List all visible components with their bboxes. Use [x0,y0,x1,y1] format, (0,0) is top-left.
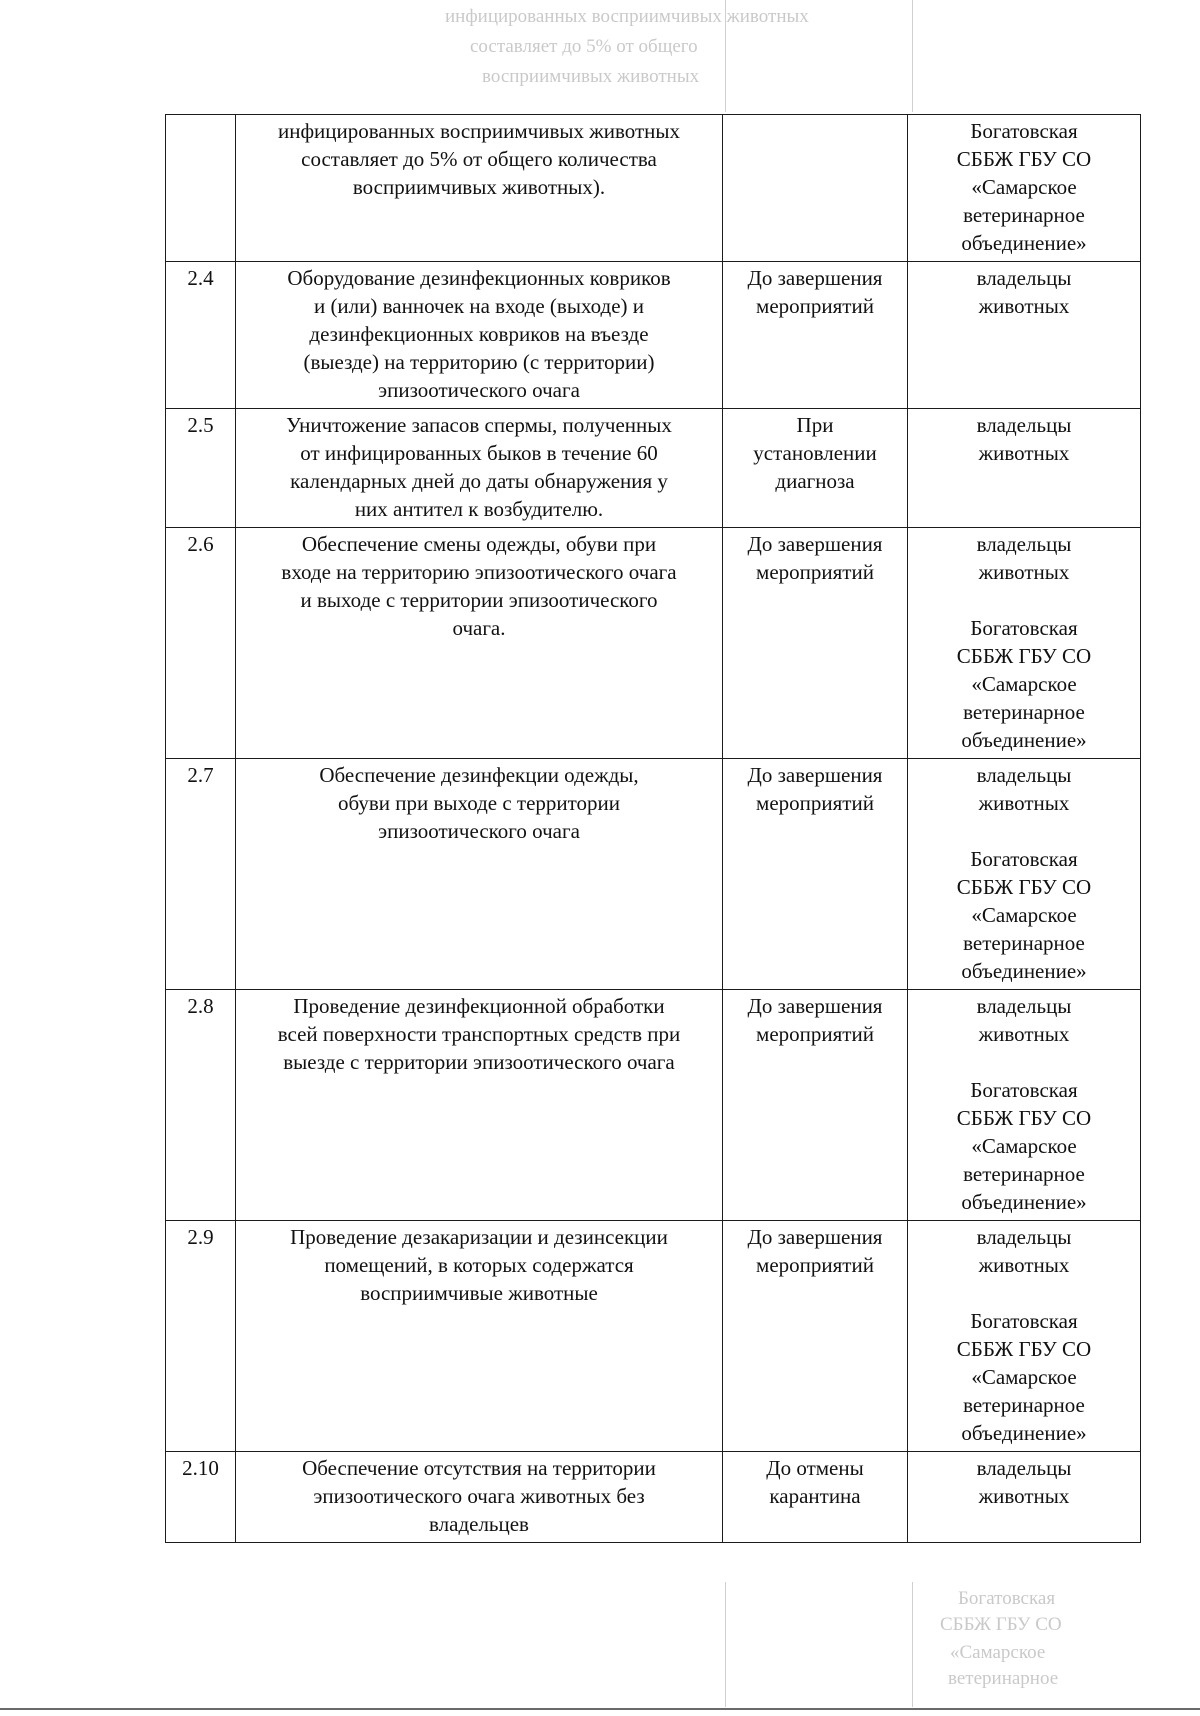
responsible-line: владельцы [976,266,1072,290]
responsible-line: «Самарское [971,1365,1077,1389]
bleed-text: инфицированных восприимчивых животных [445,6,809,27]
measure-line: Проведение дезинфекционной обработки [293,994,665,1018]
responsible-line: животных [978,1022,1070,1046]
deadline-cell [723,115,908,262]
responsible-line: животных [978,791,1070,815]
bleed-line [725,1582,726,1707]
measure-line: и выходе с территории эпизоотического [300,588,658,612]
deadline-line: До завершения [747,1225,883,1249]
bleed-text: составляет до 5% от общего [470,36,698,57]
responsible-line: «Самарское [971,672,1077,696]
measure-cell [236,528,723,759]
bleed-text: СББЖ ГБУ СО [940,1614,1062,1635]
table-row [166,759,1141,990]
responsible-line: животных [978,441,1070,465]
responsible-line: «Самарское [971,175,1077,199]
measure-cell [236,1221,723,1452]
responsible-line: владельцы [976,994,1072,1018]
measure-line: выезде с территории эпизоотического очага [283,1050,675,1074]
spacer [916,1048,1132,1076]
responsible-line: СББЖ ГБУ СО [956,875,1092,899]
deadline-cell [723,409,908,528]
measure-line: эпизоотического очага [378,378,580,402]
responsible-cell [908,759,1141,990]
responsible-cell [908,409,1141,528]
responsible-line: Богатовская [970,847,1078,871]
deadline-cell [723,262,908,409]
responsible-line: СББЖ ГБУ СО [956,147,1092,171]
deadline-line: установлении [753,441,877,465]
deadline-cell [723,1452,908,1543]
responsible-line: Богатовская [970,1078,1078,1102]
responsible-line: ветеринарное [963,1393,1085,1417]
responsible-line: ветеринарное [963,700,1085,724]
measures-table [165,114,1141,1543]
measure-line: дезинфекционных ковриков на въезде [309,322,649,346]
responsible-cell [908,528,1141,759]
table-row [166,1452,1141,1543]
responsible-line: объединение» [961,231,1087,255]
measure-line: них антител к возбудителю. [354,497,604,521]
table-row [166,409,1141,528]
deadline-line: До завершения [747,266,883,290]
responsible-line: СББЖ ГБУ СО [956,1337,1092,1361]
measure-line: входе на территорию эпизоотического очага [281,560,677,584]
deadline-line: До завершения [747,532,883,556]
measure-cell [236,1452,723,1543]
measure-line: Проведение дезакаризации и дезинсекции [290,1225,668,1249]
measure-line: помещений, в которых содержатся [324,1253,634,1277]
deadline-cell [723,990,908,1221]
deadline-line: мероприятий [756,560,874,584]
responsible-line: «Самарское [971,903,1077,927]
responsible-cell [908,990,1141,1221]
measure-cell [236,115,723,262]
responsible-line: животных [978,560,1070,584]
row-number: 2.7 [166,759,236,990]
measure-line: восприимчивых животных). [352,175,606,199]
deadline-line: карантина [769,1484,861,1508]
bleed-text: восприимчивых животных [482,66,700,87]
measure-line: от инфицированных быков в течение 60 [300,441,658,465]
responsible-line: объединение» [961,728,1087,752]
responsible-line: объединение» [961,959,1087,983]
responsible-line: ветеринарное [963,203,1085,227]
measure-line: (выезде) на территорию (с территории) [303,350,655,374]
responsible-line: владельцы [976,1456,1072,1480]
responsible-cell [908,262,1141,409]
measure-cell [236,990,723,1221]
deadline-line: мероприятий [756,791,874,815]
bleed-text: Богатовская [958,1588,1056,1609]
measure-line: владельцев [429,1512,529,1536]
measure-line: Обеспечение смены одежды, обуви при [301,532,657,556]
responsible-line: ветеринарное [963,931,1085,955]
measure-line: обуви при выходе с территории [337,791,621,815]
deadline-line: мероприятий [756,1253,874,1277]
measure-line: Уничтожение запасов спермы, полученных [286,413,672,437]
spacer [916,1279,1132,1307]
measure-cell [236,262,723,409]
responsible-cell [908,115,1141,262]
spacer [916,586,1132,614]
measure-line: Обеспечение отсутствия на территории [302,1456,656,1480]
responsible-line: животных [978,1253,1070,1277]
responsible-line: Богатовская [970,616,1078,640]
deadline-line: До отмены [766,1456,864,1480]
responsible-line: ветеринарное [963,1162,1085,1186]
row-number: 2.5 [166,409,236,528]
responsible-line: СББЖ ГБУ СО [956,1106,1092,1130]
bleed-text: «Самарское [950,1642,1046,1663]
table-row [166,528,1141,759]
responsible-cell [908,1221,1141,1452]
table-row [166,990,1141,1221]
deadline-line: диагноза [775,469,855,493]
table-row [166,1221,1141,1452]
spacer [916,817,1132,845]
measure-line: эпизоотического очага животных без [313,1484,645,1508]
bleed-line [912,0,913,112]
deadline-cell [723,1221,908,1452]
deadline-line: мероприятий [756,1022,874,1046]
bleed-line [912,1582,913,1707]
bleed-text: ветеринарное [948,1668,1059,1689]
deadline-line: При [796,413,834,437]
responsible-line: Богатовская [970,1309,1078,1333]
measures-table-body [166,115,1141,1543]
measure-line: всей поверхности транспортных средств при [277,1022,681,1046]
measure-line: и (или) ванночек на входе (выходе) и [313,294,645,318]
deadline-cell [723,759,908,990]
table-row [166,262,1141,409]
table-row [166,115,1141,262]
page-bottom-edge [0,1708,1200,1710]
responsible-line: владельцы [976,1225,1072,1249]
responsible-line: животных [978,294,1070,318]
row-number: 2.4 [166,262,236,409]
measure-cell [236,759,723,990]
row-number [166,115,236,262]
row-number: 2.9 [166,1221,236,1452]
deadline-line: До завершения [747,994,883,1018]
measure-cell [236,409,723,528]
measure-line: Обеспечение дезинфекции одежды, [319,763,639,787]
deadline-line: мероприятий [756,294,874,318]
responsible-line: объединение» [961,1421,1087,1445]
deadline-line: До завершения [747,763,883,787]
measure-line: эпизоотического очага [378,819,580,843]
measure-line: Оборудование дезинфекционных ковриков [287,266,671,290]
row-number: 2.8 [166,990,236,1221]
measure-line: восприимчивые животные [360,1281,598,1305]
row-number: 2.10 [166,1452,236,1543]
measure-line: инфицированных восприимчивых животных [277,119,681,143]
responsible-line: владельцы [976,763,1072,787]
row-number: 2.6 [166,528,236,759]
measure-line: составляет до 5% от общего количества [301,147,657,171]
responsible-line: Богатовская [970,119,1078,143]
responsible-line: объединение» [961,1190,1087,1214]
measure-line: календарных дней до даты обнаружения у [290,469,668,493]
responsible-line: «Самарское [971,1134,1077,1158]
responsible-line: владельцы [976,413,1072,437]
responsible-line: СББЖ ГБУ СО [956,644,1092,668]
responsible-cell [908,1452,1141,1543]
deadline-cell [723,528,908,759]
responsible-line: животных [978,1484,1070,1508]
measure-line: очага. [452,616,506,640]
responsible-line: владельцы [976,532,1072,556]
